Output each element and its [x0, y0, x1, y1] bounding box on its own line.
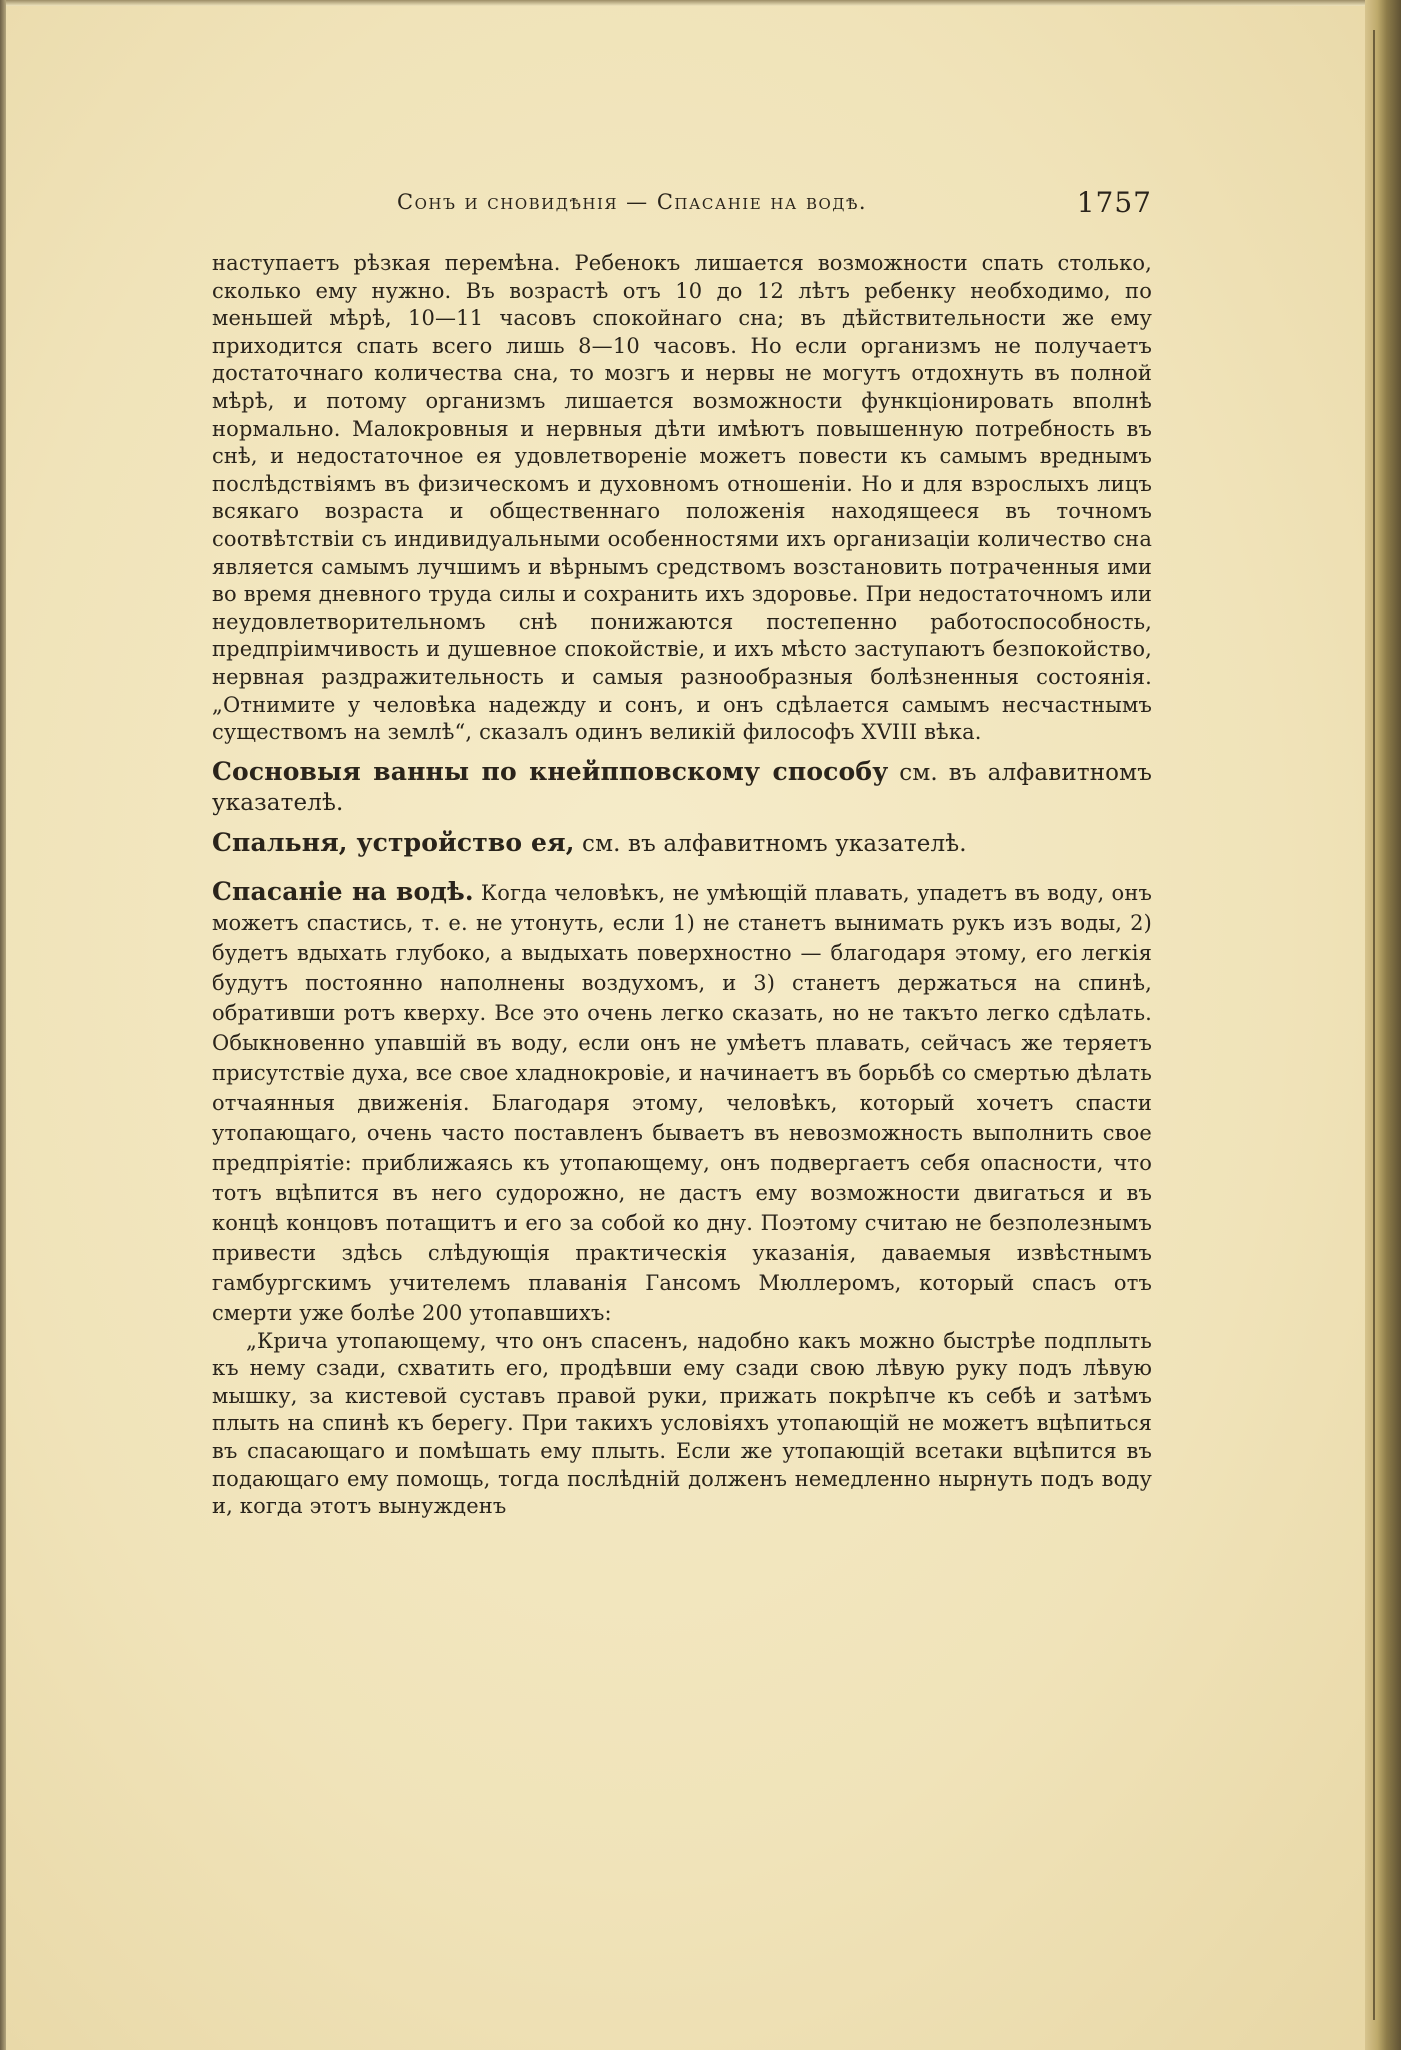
page-number: 1757 — [1076, 186, 1152, 219]
book-spine-edge — [1365, 0, 1401, 2050]
entry-reference: см. въ алфавитномъ указателѣ. — [574, 830, 967, 857]
entry-term: Спасаніе на водѣ. — [212, 876, 474, 906]
page-top-edge — [0, 0, 1401, 6]
entry-term: Сосновыя ванны по кнейпповскому способу — [212, 756, 889, 786]
quote-paragraph: „Крича утопающему, что онъ спасенъ, надобно какъ можно быстрѣе подплыть къ нему сзади, схватить его, продѣвши ему сзади свою лѣвую руку подъ лѣвую мышку, за кистевой суставъ правой руки, прижать покрѣпче къ себѣ и затѣмъ плыть на спинѣ къ берегу. При такихъ условіяхъ утопающій не можетъ вцѣпиться въ спасающаго и помѣшать ему плыть. Если же утопающій всетаки вцѣпится въ подающаго ему помощь, тогда послѣдній долженъ немедленно нырнуть подъ воду и, когда этотъ вынужденъ — [212, 1328, 1152, 1519]
entry-reference: см. въ алфавитномъ указателѣ. — [212, 759, 1152, 816]
entry-water-rescue — [212, 877, 1152, 1328]
running-head: Сонъ и сновидѣнія — Спасаніе на водѣ. — [397, 190, 868, 214]
page-left-edge — [0, 0, 6, 2050]
entry-bedroom — [212, 828, 1152, 859]
entry-pine-baths — [212, 757, 1152, 818]
entry-term: Спальня, устройство ея, — [212, 827, 575, 857]
paragraph-sleep: наступаетъ рѣзкая перемѣна. Ребенокъ лишается возможности спать столько, сколько ему нужно. Въ возрастѣ отъ 10 до 12 лѣтъ ребенку необходимо, по меньшей мѣрѣ, 10—11 часовъ спокойнаго сна; въ дѣйствительности же ему приходится спать всего лишь 8—10 часовъ. Но если организмъ не получаетъ достаточнаго количества сна, то мозгъ и нервы не могутъ отдохнуть въ полной мѣрѣ, и потому организмъ лишается возможности функціонировать вполнѣ нормально. Малокровныя и нервныя дѣти имѣютъ повышенную потребность въ снѣ, и недостаточное ея удовлетвореніе можетъ повести къ самымъ вреднымъ послѣдствіямъ въ физическомъ и духовномъ отношеніи. Но и для взрослыхъ лицъ всякаго возраста и общественнаго положенія находящееся въ точномъ соотвѣтствіи съ индивидуальными особенностями ихъ организаціи количество сна является самымъ лучшимъ и вѣрнымъ средствомъ возстановить потраченныя ими во время дневного труда силы и сохранить ихъ здоровье. При недостаточномъ или неудовлетворительномъ снѣ понижаются постепенно работоспособность, предпріимчивость и душевное спокойствіе, и ихъ мѣсто заступаютъ безпокойство, нервная раздражительность и самыя разнообразныя болѣзненныя состоянія. „Отнимите у человѣка надежду и сонъ, и онъ сдѣлается самымъ несчастнымъ существомъ на землѣ“, сказалъ одинъ великій философъ XVIII вѣка. — [212, 251, 1152, 745]
page-text — [212, 250, 1152, 1521]
page-header — [212, 186, 1152, 226]
entry-text: Когда человѣкъ, не умѣющій плавать, упадетъ въ воду, онъ можетъ спастись, т. е. не утонуть, если 1) не станетъ вынимать рукъ изъ воды, 2) будетъ вдыхать глубоко, а выдыхать поверхностно — благодаря этому, его легкія будутъ постоянно наполнены воздухомъ, и 3) станетъ держаться на спинѣ, обративши ротъ кверху. Все это очень легко сказать, но не такъто легко сдѣлать. Обыкновенно упавшій въ воду, если онъ не умѣетъ плавать, сейчасъ же теряетъ присутствіе духа, все свое хладнокровіе, и начинаетъ въ борьбѣ со смертью дѣлать отчаянныя движенія. Благодаря этому, человѣкъ, который хочетъ спасти утопающаго, очень часто поставленъ бываетъ въ невозможность выполнить свое предпріятіе: приближаясь къ утопающему, онъ подвергаетъ себя опасности, что тотъ вцѣпится въ него судорожно, не дастъ ему возможности двигаться и въ концѣ концовъ потащитъ и его за собой ко дну. Поэтому считаю не безполезнымъ привести здѣсь слѣдующія практическія указанія, даваемыя извѣстнымъ гамбургскимъ учителемъ плаванія Гансомъ Мюллеромъ, который спасъ отъ смерти уже болѣе 200 утопавшихъ: — [212, 880, 1152, 1325]
spine-line — [1373, 30, 1375, 2020]
